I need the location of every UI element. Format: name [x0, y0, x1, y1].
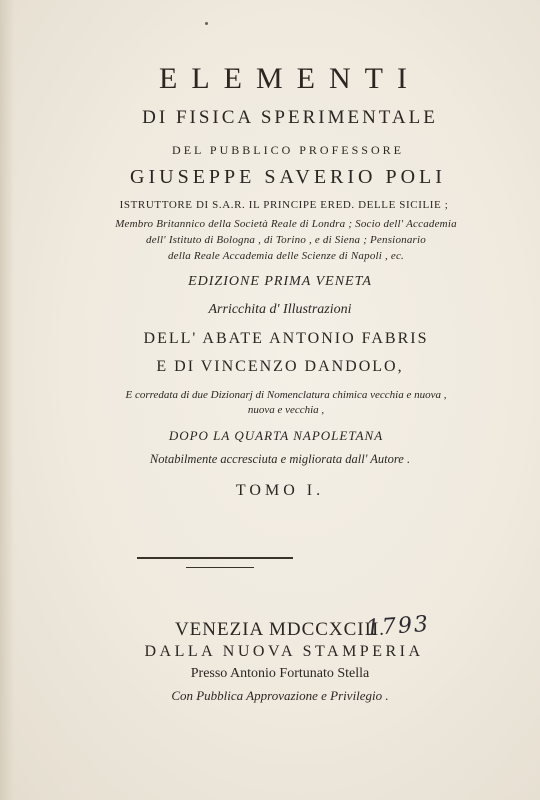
volume-number: TOMO I. — [235, 482, 325, 499]
contributor-dandolo: E DI VINCENZO DANDOLO, — [156, 358, 404, 375]
dictionary-note: E corredata di due Dizionarj di Nomenclatura chimica vecchia e nuova , — [125, 389, 447, 401]
imprint-place-date: VENEZIA MDCCXCIII. — [174, 619, 386, 640]
contributor-fabris: DELL' ABATE ANTONIO FABRIS — [143, 330, 429, 347]
imprint-press: DALLA NUOVA STAMPERIA — [144, 643, 424, 660]
augmented-line: Notabilmente accresciuta e migliorata dall' Autore . — [149, 452, 411, 466]
imprint-privilege: Con Pubblica Approvazione e Privilegio . — [171, 688, 389, 703]
divider-rule — [137, 557, 293, 559]
membership-line: dell' Istituto di Bologna , di Torino , e di Siena ; Pensionario — [146, 234, 426, 246]
enriched-line: Arricchita d' Illustrazioni — [208, 302, 352, 317]
edition-line: EDIZIONE PRIMA VENETA — [188, 274, 372, 289]
dictionary-note-cont: nuova e vecchia , — [247, 404, 325, 416]
printer-dot — [205, 22, 208, 25]
membership-line: della Reale Accademia delle Scienze di Napoli , ec. — [167, 250, 405, 262]
book-title: ELEMENTI — [159, 62, 421, 95]
membership-line: Membro Britannico della Società Reale di Londra ; Socio dell' Accademia — [115, 218, 457, 230]
professor-line: DEL PUBBLICO PROFESSORE — [172, 143, 404, 157]
handwritten-year: 1793 — [365, 611, 431, 642]
author-name: GIUSEPPE SAVERIO POLI — [130, 166, 446, 188]
author-role: ISTRUTTORE DI S.A.R. IL PRINCIPE ERED. DELLE SICILIE ; — [119, 199, 449, 211]
imprint-printer: Presso Antonio Fortunato Stella — [190, 666, 370, 681]
divider-rule-short — [186, 567, 254, 568]
book-subtitle: DI FISICA SPERIMENTALE — [142, 107, 438, 128]
after-edition-line: DOPO LA QUARTA NAPOLETANA — [168, 428, 384, 443]
